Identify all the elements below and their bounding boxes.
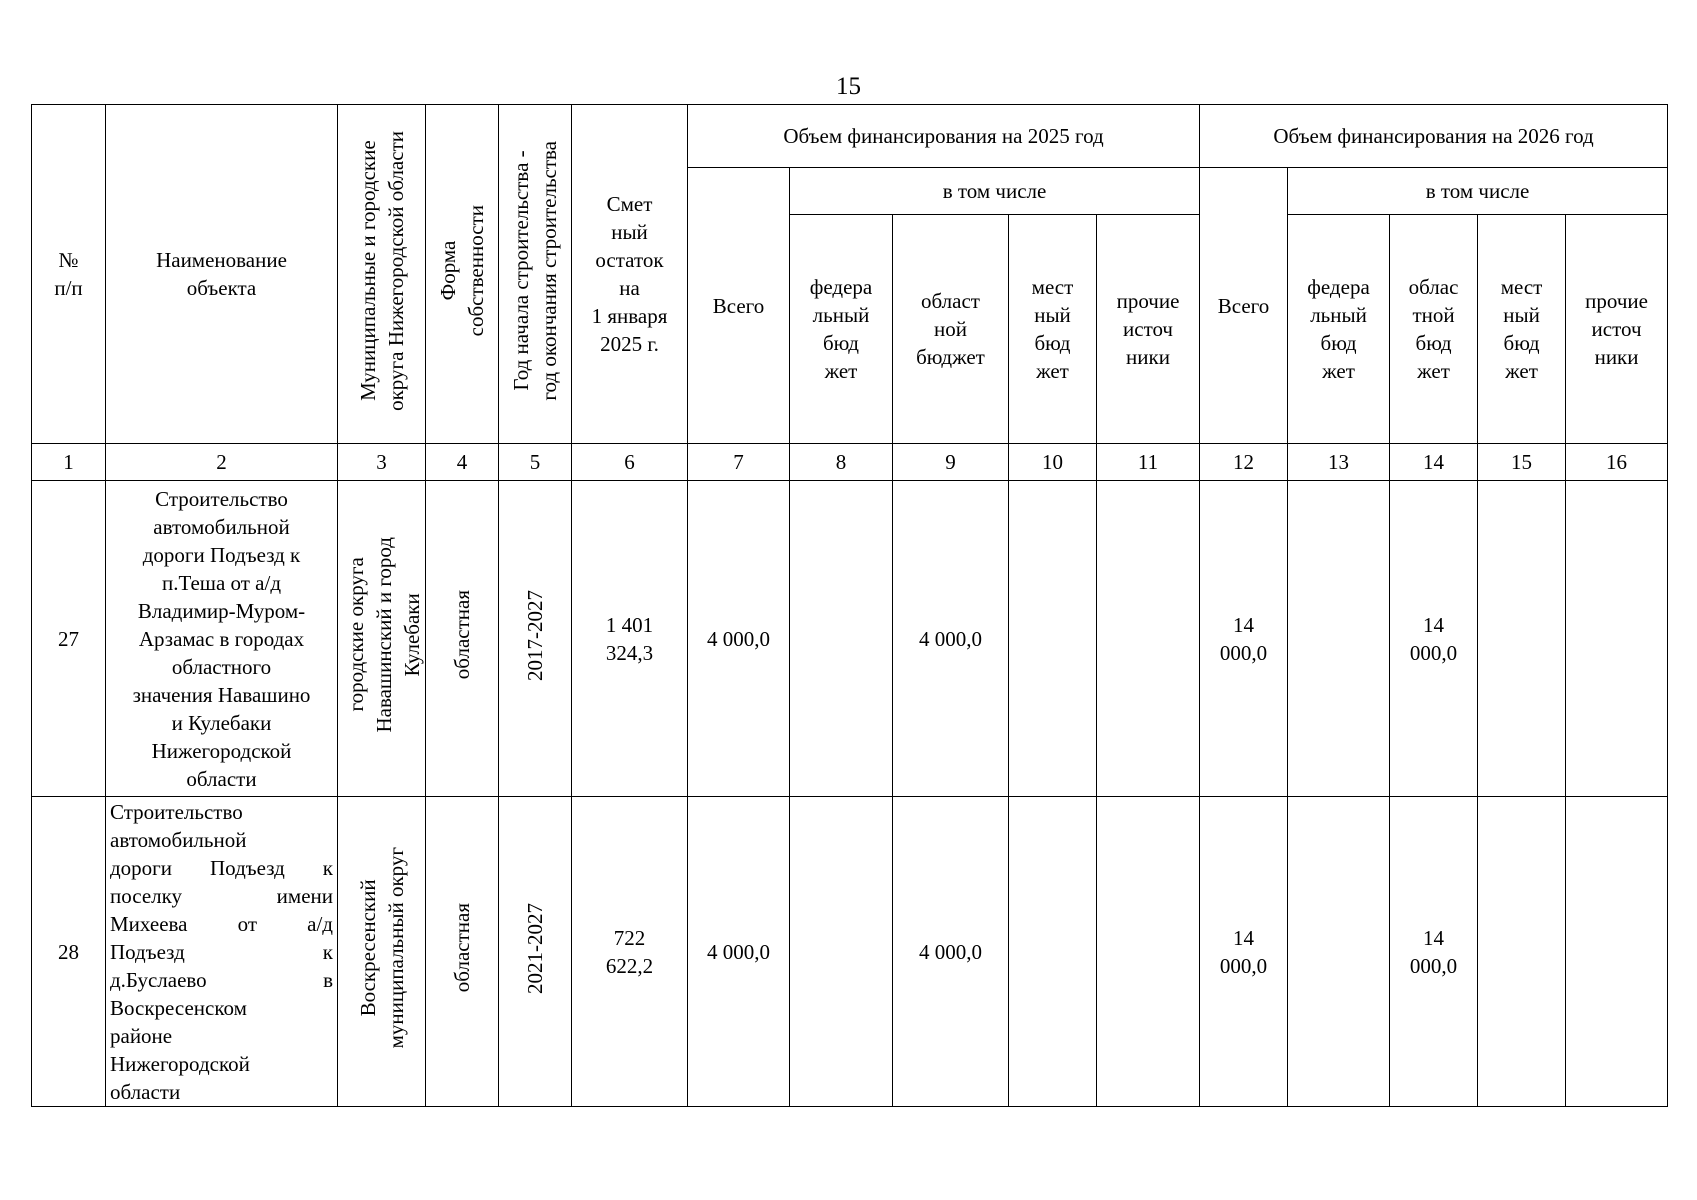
federal-2025 xyxy=(790,481,893,797)
federal-2025 xyxy=(790,797,893,1107)
column-number: 8 xyxy=(790,444,893,481)
object-name-line: дороги Подъезд к xyxy=(110,855,333,880)
column-number: 15 xyxy=(1478,444,1566,481)
header-other-2025: прочие источ ники xyxy=(1097,215,1200,444)
object-name xyxy=(106,797,338,1107)
header-regional-2026: облас тной бюд жет xyxy=(1390,215,1478,444)
column-number: 13 xyxy=(1288,444,1390,481)
ownership-form: областная xyxy=(426,797,499,1107)
column-number: 2 xyxy=(106,444,338,481)
header-number: № п/п xyxy=(32,105,106,444)
row-number: 27 xyxy=(32,481,106,797)
federal-2026 xyxy=(1288,797,1390,1107)
local-2026 xyxy=(1478,797,1566,1107)
header-years: Год начала строительства - год окончания строительства xyxy=(499,105,572,444)
municipality: Воскресенский муниципальный округ xyxy=(338,797,426,1107)
header-estimate-balance: Смет ный остаток на 1 января 2025 г. xyxy=(572,105,688,444)
header-municipality: Муниципальные и городские округа Нижегородской области xyxy=(338,105,426,444)
object-name-line: д.Буслаево в xyxy=(110,967,333,992)
header-local-2025: мест ный бюд жет xyxy=(1009,215,1097,444)
column-number: 6 xyxy=(572,444,688,481)
object-name-line: Подъезд к xyxy=(110,939,333,964)
object-name-line: Строительство xyxy=(110,799,243,824)
regional-2026: 14 000,0 xyxy=(1390,797,1478,1107)
total-2026: 14 000,0 xyxy=(1200,481,1288,797)
local-2025 xyxy=(1009,797,1097,1107)
federal-2026 xyxy=(1288,481,1390,797)
other-2026 xyxy=(1566,797,1668,1107)
object-name-line: поселку имени xyxy=(110,883,333,908)
object-name-line: Нижегородской xyxy=(110,1051,250,1076)
column-number: 1 xyxy=(32,444,106,481)
local-2025 xyxy=(1009,481,1097,797)
header-financing-2025: Объем финансирования на 2025 год xyxy=(688,105,1200,168)
other-2025 xyxy=(1097,481,1200,797)
table-row xyxy=(32,797,1668,1107)
column-number: 11 xyxy=(1097,444,1200,481)
header-other-2026: прочие источ ники xyxy=(1566,215,1668,444)
header-federal-2025: федера льный бюд жет xyxy=(790,215,893,444)
column-number: 4 xyxy=(426,444,499,481)
column-number: 10 xyxy=(1009,444,1097,481)
local-2026 xyxy=(1478,481,1566,797)
header-including-2025: в том числе xyxy=(790,168,1200,215)
row-number: 28 xyxy=(32,797,106,1107)
column-number: 7 xyxy=(688,444,790,481)
column-numbers-row xyxy=(32,444,1668,481)
column-number: 12 xyxy=(1200,444,1288,481)
header-including-2026: в том числе xyxy=(1288,168,1668,215)
regional-2025: 4 000,0 xyxy=(893,481,1009,797)
page-number: 15 xyxy=(836,73,861,100)
header-financing-2026: Объем финансирования на 2026 год xyxy=(1200,105,1668,168)
construction-years: 2017-2027 xyxy=(499,481,572,797)
header-federal-2026: федера льный бюд жет xyxy=(1288,215,1390,444)
other-2025 xyxy=(1097,797,1200,1107)
total-2026: 14 000,0 xyxy=(1200,797,1288,1107)
object-name: Строительство автомобильной дороги Подъезд к п.Теша от а/д Владимир-Муром- Арзамас в городах областного значения Навашино и Кулебаки Нижегородской области xyxy=(106,481,338,797)
column-number: 5 xyxy=(499,444,572,481)
header-local-2026: мест ный бюд жет xyxy=(1478,215,1566,444)
column-number: 16 xyxy=(1566,444,1668,481)
header-object-name: Наименование объекта xyxy=(106,105,338,444)
municipality: городские округа Навашинский и город Кулебаки xyxy=(338,481,426,797)
construction-years: 2021-2027 xyxy=(499,797,572,1107)
object-name-line: районе xyxy=(110,1023,173,1048)
regional-2026: 14 000,0 xyxy=(1390,481,1478,797)
header-total-2025: Всего xyxy=(688,168,790,444)
estimate-balance: 1 401 324,3 xyxy=(572,481,688,797)
financing-table xyxy=(31,104,1668,1107)
header-regional-2025: област ной бюджет xyxy=(893,215,1009,444)
header-total-2026: Всего xyxy=(1200,168,1288,444)
column-number: 14 xyxy=(1390,444,1478,481)
object-name-line: области xyxy=(110,1079,181,1104)
estimate-balance: 722 622,2 xyxy=(572,797,688,1107)
object-name-line: автомобильной xyxy=(110,827,247,852)
object-name-line: Михеева от а/д xyxy=(110,911,333,936)
total-2025: 4 000,0 xyxy=(688,481,790,797)
other-2026 xyxy=(1566,481,1668,797)
column-number: 9 xyxy=(893,444,1009,481)
regional-2025: 4 000,0 xyxy=(893,797,1009,1107)
ownership-form: областная xyxy=(426,481,499,797)
total-2025: 4 000,0 xyxy=(688,797,790,1107)
object-name-line: Воскресенском xyxy=(110,995,247,1020)
header-ownership: Форма собственности xyxy=(426,105,499,444)
table-row xyxy=(32,481,1668,797)
column-number: 3 xyxy=(338,444,426,481)
